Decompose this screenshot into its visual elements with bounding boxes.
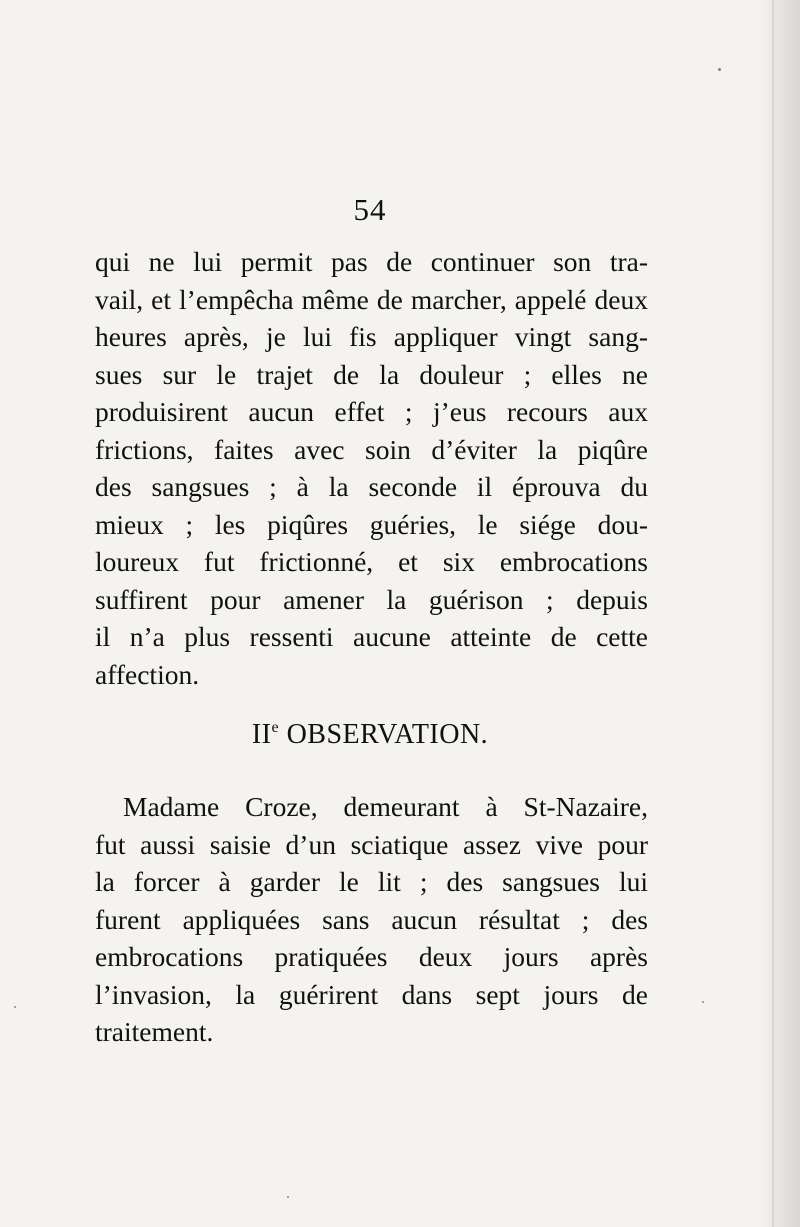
text-line: fut aussi saisie d’un sciatique assez vive pour [95,828,648,860]
heading-superscript: e [271,719,280,736]
text-line: vail, et l’empêcha même de marcher, appelé deux [95,283,648,315]
text-line: traitement. [95,1016,214,1047]
text-line: affection. [95,658,200,690]
text-line: suffirent pour amener la guérison ; depuis [95,583,648,615]
text-line: furent appliquées sans aucun résultat ; des [95,903,648,935]
page-edge-shadow [758,0,800,1227]
text-line: mieux ; les piqûres guéries, le siége dou- [95,508,648,540]
text-line: la forcer à garder le lit ; des sangsues lui [95,866,648,897]
heading-title: OBSERVATION. [286,719,489,750]
text-line: des sangsues ; à la seconde il éprouva du [95,471,648,502]
heading-numeral: II [251,719,272,750]
text-line: frictions, faites avec soin d’éviter la piqûre [95,433,648,465]
text-line: produisirent aucun effet ; j’eus recours aux [95,396,648,427]
paper-speck [718,68,721,71]
page-number: 54 [353,192,387,227]
text-line: l’invasion, la guérirent dans sept jours de [95,978,648,1010]
text-line: il n’a plus ressenti aucune atteinte de cette [95,621,648,652]
observation-paragraph [95,788,648,1051]
text-line: heures après, je lui fis appliquer vingt sang- [95,321,648,352]
paragraph-continuation [95,243,648,693]
text-line: loureux fut frictionné, et six embrocations [95,546,648,577]
page-edge-line [772,0,774,1227]
paper-speck [14,1006,16,1008]
text-line: Madame Croze, demeurant à St-Nazaire, [123,791,648,822]
paper-speck [702,1001,704,1003]
paper-speck [287,1196,289,1198]
section-heading [0,719,740,751]
text-line: sues sur le trajet de la douleur ; elles ne [95,358,648,390]
text-line: qui ne lui permit pas de continuer son tra- [95,246,648,277]
text-line: embrocations pratiquées deux jours après [95,941,648,972]
